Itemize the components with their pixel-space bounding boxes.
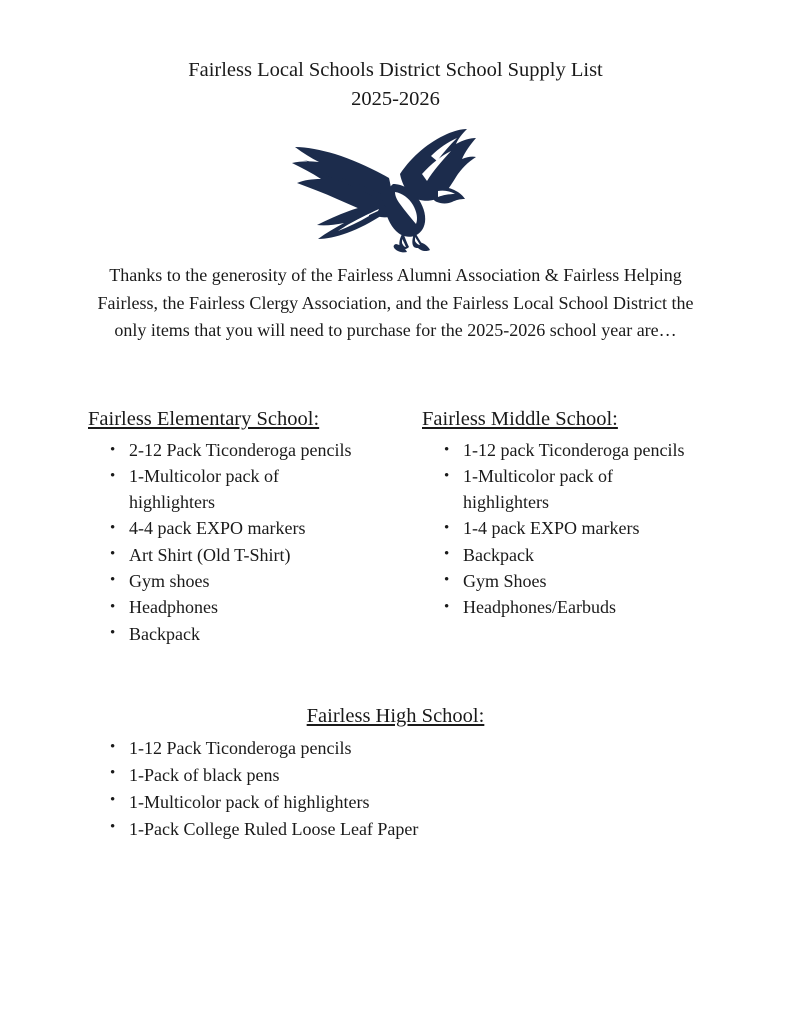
list-item: • Backpack [422, 543, 695, 569]
list-item: • 1-Multicolor pack of highlighters [88, 464, 361, 516]
list-item: • 1-12 Pack Ticonderoga pencils [88, 735, 689, 761]
title-line-2: 2025-2026 [351, 88, 440, 110]
supply-list-middle [422, 438, 722, 621]
section-elementary [88, 406, 398, 648]
supply-list-high [88, 735, 703, 842]
list-item: • Backpack [88, 622, 361, 648]
section-heading-high: Fairless High School: [306, 705, 485, 727]
section-high [88, 703, 703, 843]
list-item: • Gym Shoes [422, 569, 695, 595]
section-heading-middle: Fairless Middle School: [422, 408, 618, 430]
falcon-logo-icon [281, 112, 491, 257]
list-item: • 4-4 pack EXPO markers [88, 516, 361, 542]
list-item: • 1-Multicolor pack of highlighters [422, 464, 695, 516]
list-item: • Art Shirt (Old T-Shirt) [88, 543, 361, 569]
list-item: • 1-Pack of black pens [88, 762, 689, 788]
list-item: • 1-Pack College Ruled Loose Leaf Paper [88, 816, 689, 842]
supply-list-elementary [88, 438, 398, 647]
intro-paragraph: Thanks to the generosity of the Fairless Alumni Association & Fairless Helping Fairless, the Fairless Clergy Association, and the Fairless Local School District the only items that you will need to purchase for the 2025-2026 school year are… [97, 265, 694, 340]
falcon-logo [281, 112, 491, 257]
list-item: • Gym shoes [88, 569, 361, 595]
section-heading-elementary: Fairless Elementary School: [88, 408, 320, 430]
list-item: • Headphones [88, 595, 361, 621]
section-middle [422, 406, 722, 622]
list-item: • Headphones/Earbuds [422, 595, 695, 621]
list-item: • 1-12 pack Ticonderoga pencils [422, 438, 695, 464]
list-item: • 1-Multicolor pack of highlighters [88, 789, 689, 815]
list-item: • 2-12 Pack Ticonderoga pencils [88, 438, 361, 464]
title-line-1: Fairless Local Schools District School Supply List [188, 59, 603, 81]
list-item: • 1-4 pack EXPO markers [422, 516, 695, 542]
page-title [0, 56, 791, 114]
